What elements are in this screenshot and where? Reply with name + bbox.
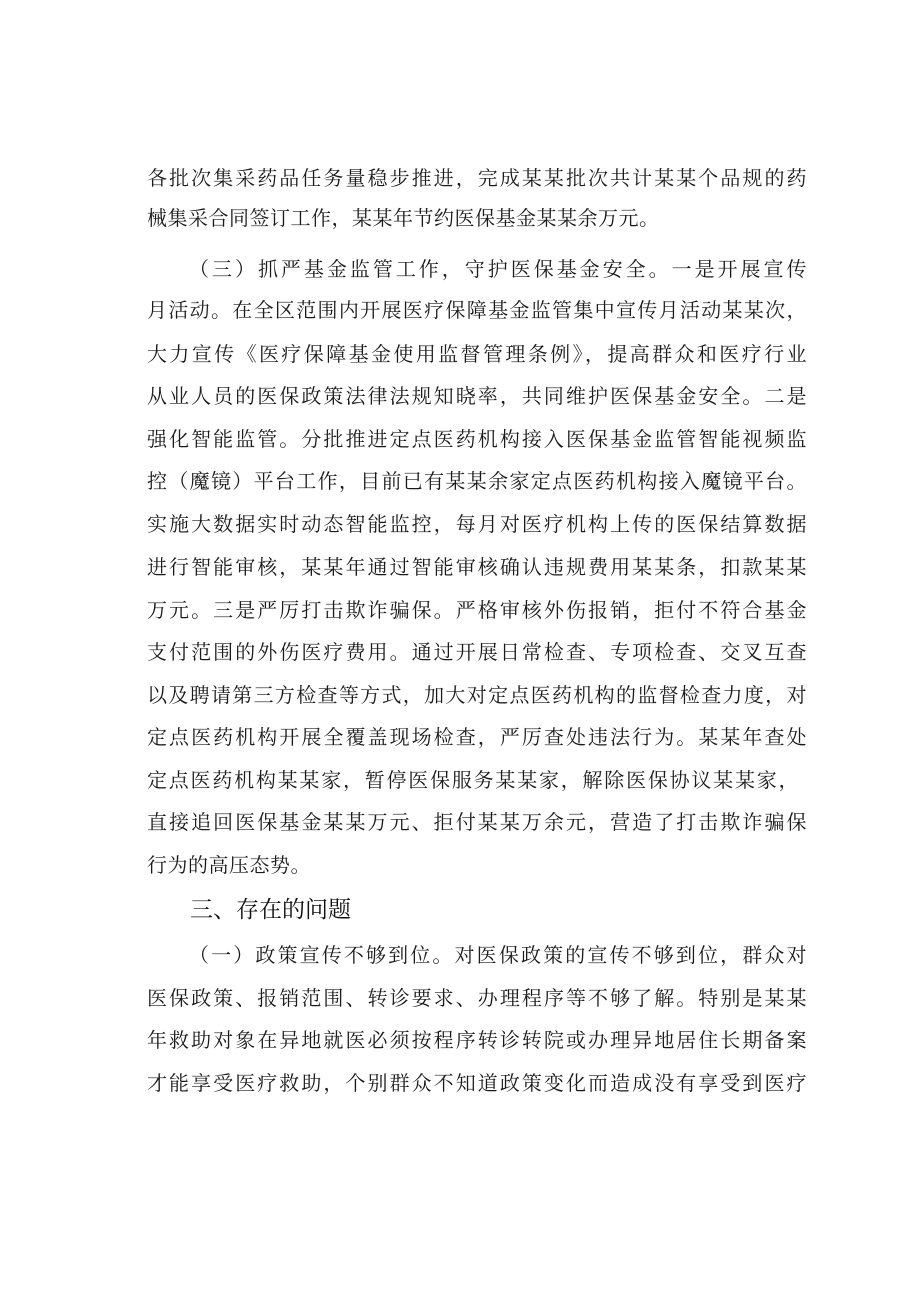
text-line: 医保政策、报销范围、转诊要求、办理程序等不够了解。特别是某某: [147, 986, 807, 1010]
text-line: 月活动。在全区范围内开展医疗保障基金监管集中宣传月活动某某次，: [147, 298, 807, 322]
text-line: 进行智能审核，某某年通过智能审核确认违规费用某某条，扣款某某: [147, 555, 807, 579]
text-line: 才能享受医疗救助，个别群众不知道政策变化而造成没有享受到医疗: [147, 1071, 807, 1095]
text-line: 械集采合同签订工作，某某年节约医保基金某某余万元。: [147, 206, 660, 230]
text-line: 强化智能监管。分批推进定点医药机构接入医保基金监管智能视频监: [147, 427, 807, 451]
text-line: 大力宣传《医疗保障基金使用监督管理条例》，提高群众和医疗行业: [147, 342, 807, 366]
text-line: 从业人员的医保政策法律法规知晓率，共同维护医保基金安全。二是: [147, 384, 807, 408]
text-line: 各批次集采药品任务量稳步推进，完成某某批次共计某某个品规的药: [147, 166, 807, 190]
text-line: 控（魔镜）平台工作，目前已有某某余家定点医药机构接入魔镜平台。: [147, 469, 807, 493]
text-line: 以及聘请第三方检查等方式，加大对定点医药机构的监督检查力度，对: [147, 683, 807, 707]
text-line: 支付范围的外伤医疗费用。通过开展日常检查、专项检查、交叉互查: [147, 640, 807, 664]
paragraph-heading-line: （一）政策宣传不够到位。对医保政策的宣传不够到位，群众对: [189, 943, 807, 967]
text-line: 行为的高压态势。: [147, 853, 311, 877]
text-line: 万元。三是严厉打击欺诈骗保。严格审核外伤报销，拒付不符合基金: [147, 598, 807, 622]
text-line: 定点医药机构某某家，暂停医保服务某某家，解除医保协议某某家，: [147, 768, 799, 792]
text-line: 定点医药机构开展全覆盖现场检查，严厉查处违法行为。某某年查处: [147, 725, 807, 749]
text-line: 实施大数据实时动态智能监控，每月对医疗机构上传的医保结算数据: [147, 512, 807, 536]
text-line: 年救助对象在异地就医必须按程序转诊转院或办理异地居住长期备案: [147, 1028, 807, 1052]
paragraph-heading-line: （三）抓严基金监管工作，守护医保基金安全。一是开展宣传: [189, 257, 807, 281]
text-line: 直接追回医保基金某某万元、拒付某某万余元，营造了打击欺诈骗保: [147, 810, 807, 834]
section-heading: 三、存在的问题: [190, 897, 351, 923]
